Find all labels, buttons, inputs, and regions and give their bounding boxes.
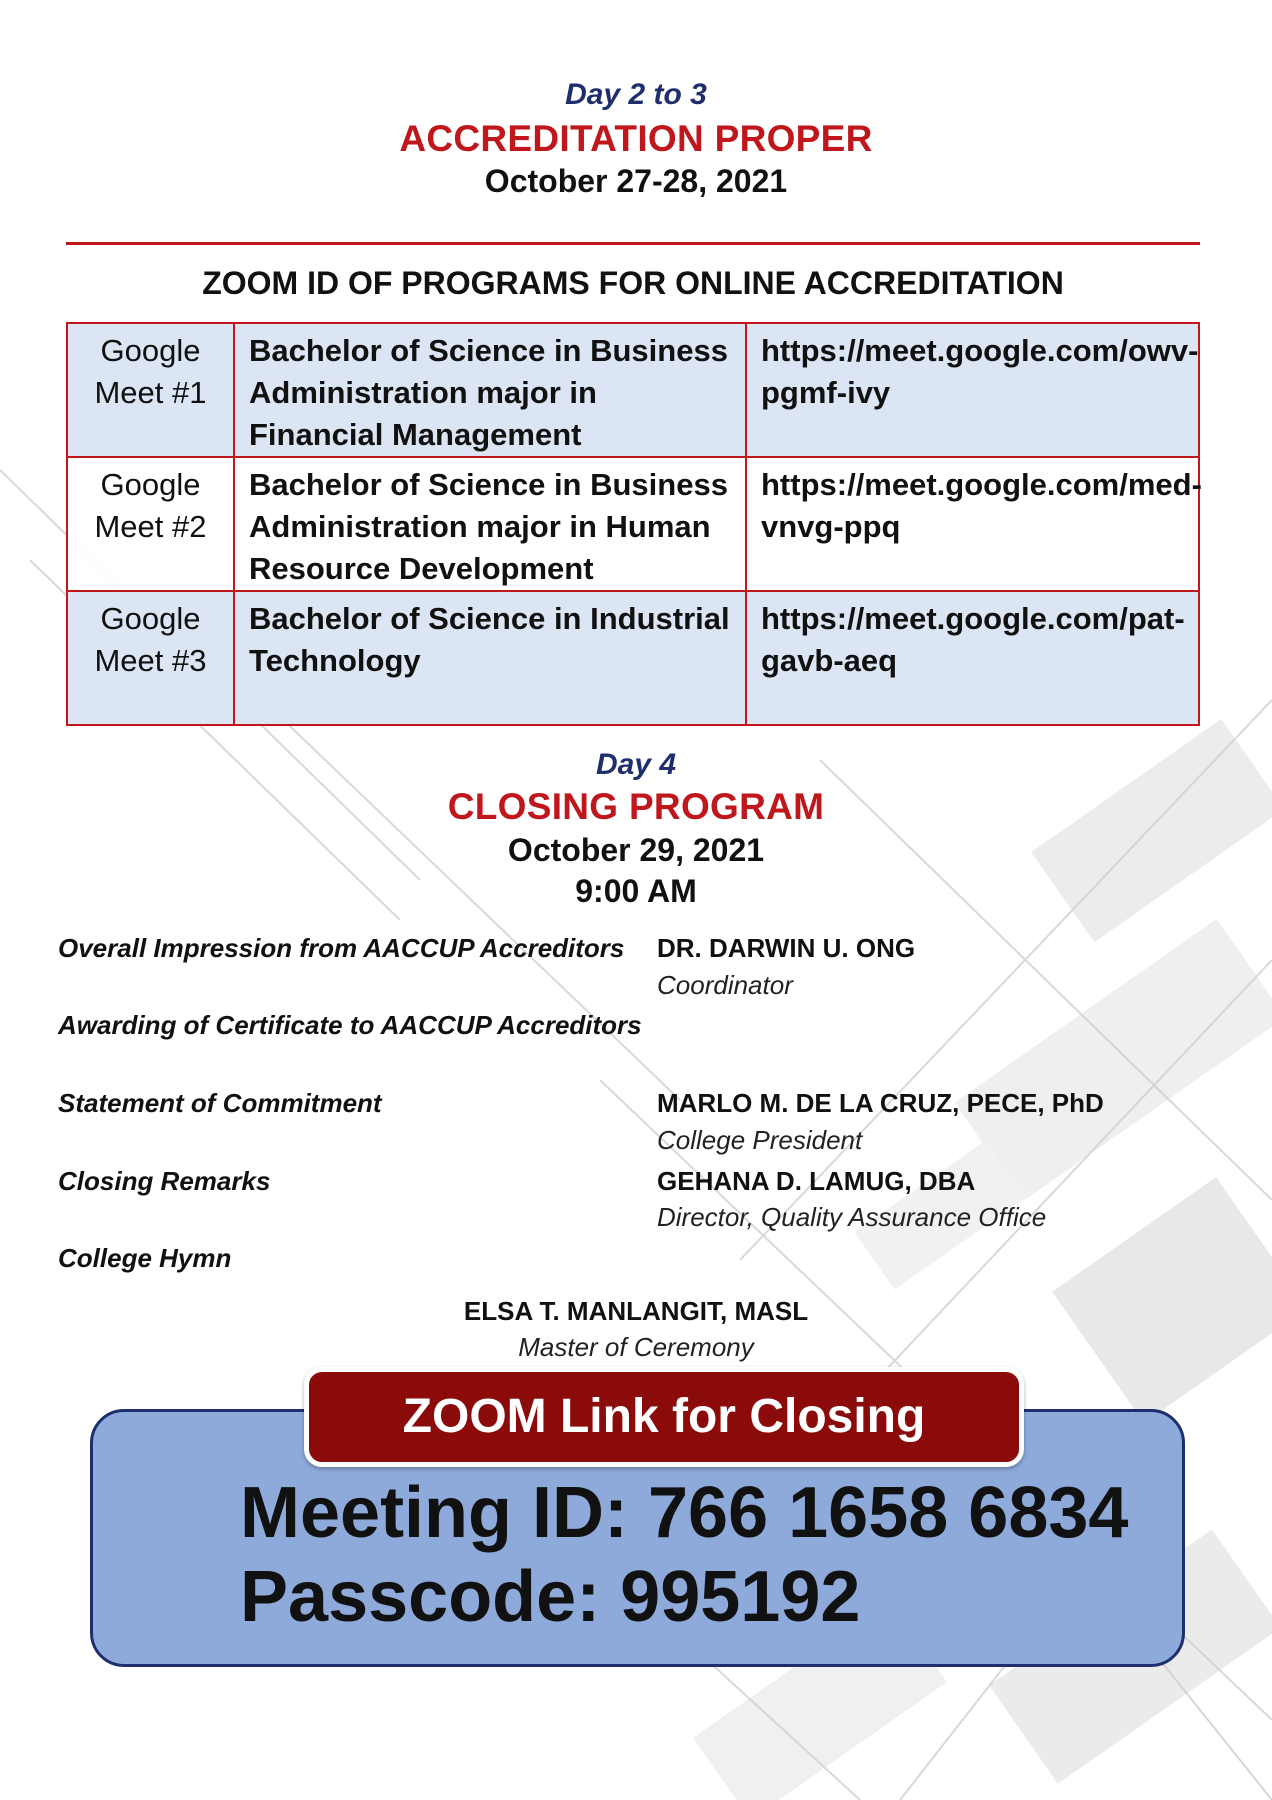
meet-link[interactable]: https://meet.google.com/med-vnvg-ppq (746, 457, 1199, 591)
meeting-id: Meeting ID: 766 1658 6834 (240, 1473, 1129, 1553)
accreditation-date: October 27-28, 2021 (484, 163, 788, 199)
program-name: Bachelor of Science in Business Administration major in Human Resource Development (234, 457, 746, 591)
emcee-name: ELSA T. MANLANGIT, MASL (463, 1296, 809, 1326)
program-item-name: DR. DARWIN U. ONG (657, 933, 916, 963)
closing-date: October 29, 2021 (507, 832, 765, 868)
program-item-name: GEHANA D. LAMUG, DBA (657, 1166, 976, 1196)
program-item-task: Awarding of Certificate to AACCUP Accreditors (58, 1010, 642, 1040)
meet-label-line2: Meet #2 (94, 509, 207, 544)
meet-label-line1: Google (100, 601, 201, 636)
zoom-id-table (66, 322, 1200, 726)
meet-label-line2: Meet #3 (94, 643, 207, 678)
zoom-closing-tab: ZOOM Link for Closing (304, 1367, 1024, 1467)
day4-label: Day 4 (595, 748, 677, 781)
program-item-task: Closing Remarks (58, 1166, 271, 1196)
emcee-role: Master of Ceremony (518, 1332, 754, 1362)
program-name: Bachelor of Science in Industrial Technology (234, 591, 746, 725)
program-item-task: College Hymn (58, 1243, 232, 1273)
meet-label-cell (67, 323, 234, 457)
program-item-role: Director, Quality Assurance Office (657, 1202, 1047, 1232)
table-row (67, 591, 1199, 725)
meet-label-line1: Google (100, 467, 201, 502)
program-name: Bachelor of Science in Business Administration major in Financial Management (234, 323, 746, 457)
table-row (67, 323, 1199, 457)
program-item-role: College President (657, 1125, 863, 1155)
closing-program-title: CLOSING PROGRAM (447, 786, 825, 827)
top-rule (66, 242, 1200, 245)
table-row (67, 457, 1199, 591)
meet-label-line1: Google (100, 333, 201, 368)
zoom-table-heading: ZOOM ID OF PROGRAMS FOR ONLINE ACCREDITATION (202, 265, 1064, 301)
day23-label: Day 2 to 3 (565, 78, 707, 111)
meet-label-cell (67, 591, 234, 725)
program-item-name: MARLO M. DE LA CRUZ, PECE, PhD (657, 1088, 1104, 1118)
meet-label-cell (67, 457, 234, 591)
meet-label-line2: Meet #1 (94, 375, 207, 410)
accreditation-title: ACCREDITATION PROPER (399, 118, 873, 159)
program-item-role: Coordinator (657, 970, 793, 1000)
closing-time: 9:00 AM (575, 873, 697, 909)
meet-link[interactable]: https://meet.google.com/pat-gavb-aeq (746, 591, 1199, 725)
program-item-task: Statement of Commitment (58, 1088, 382, 1118)
program-item-task: Overall Impression from AACCUP Accreditors (58, 933, 625, 963)
passcode: Passcode: 995192 (240, 1557, 861, 1637)
meet-link[interactable]: https://meet.google.com/owv-pgmf-ivy (746, 323, 1199, 457)
